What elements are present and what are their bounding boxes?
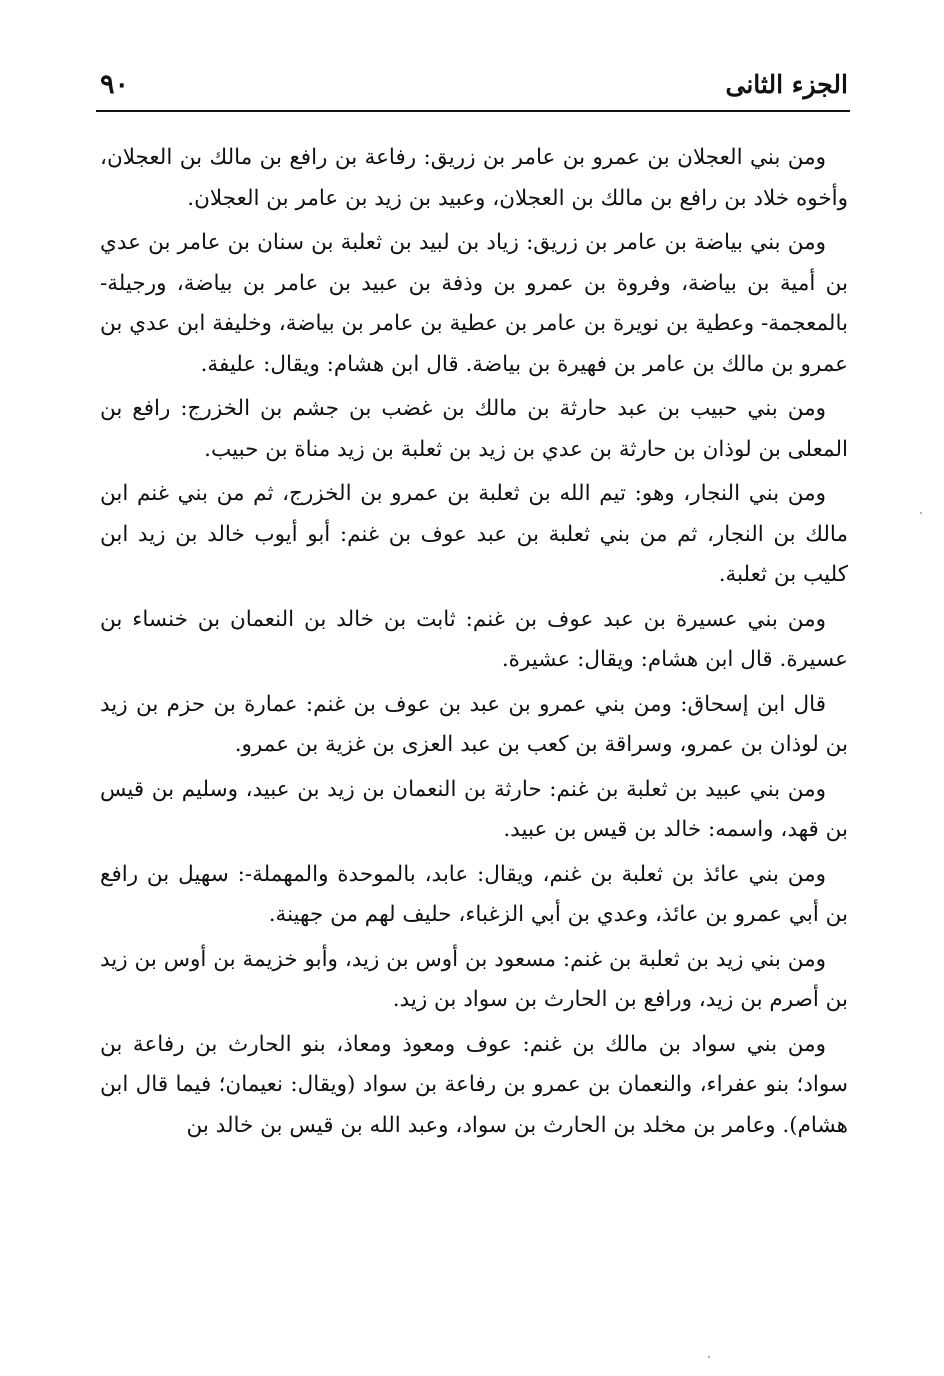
- running-title: الجزء الثانى: [725, 69, 848, 99]
- paragraph: ومن بني زيد بن ثعلبة بن غنم: مسعود بن أوس بن زيد، وأبو خزيمة بن أوس بن زيد بن أصرم بن زيد، ورافع بن الحارث بن سواد بن زيد.: [100, 946, 848, 1012]
- paragraph: ومن بني بياضة بن عامر بن زريق: زياد بن لبيد بن ثعلبة بن سنان بن عامر بن عدي بن أمية بن بياضة، وفروة بن عمرو بن وذفة بن عبيد بن عامر بن بياضة، ورجيلة- بالمعجمة- وعطية بن نويرة بن عامر بن عطية بن عامر بن بياضة، وخليفة ابن عدي بن عمرو بن مالك بن عامر بن فهيرة بن بياضة. قال ابن هشام: ويقال: عليفة.: [100, 230, 848, 377]
- body-text: [100, 138, 848, 1150]
- paragraph: ومن بني النجار، وهو: تيم الله بن ثعلبة بن عمرو بن الخزرج، ثم من بني غنم ابن مالك بن النجار، ثم من بني ثعلبة بن عبد عوف بن غنم: أبو أيوب خالد بن زيد ابن كليب بن ثعلبة.: [100, 481, 848, 587]
- paragraph: قال ابن إسحاق: ومن بني عمرو بن عبد بن عوف بن غنم: عمارة بن حزم بن زيد بن لوذان بن عمرو، وسراقة بن كعب بن عبد العزى بن غزية بن عمرو.: [100, 691, 848, 757]
- paragraph: ومن بني عبيد بن ثعلبة بن غنم: حارثة بن النعمان بن زيد بن عبيد، وسليم بن قيس بن قهد، واسمه: خالد بن قيس بن عبيد.: [100, 776, 848, 842]
- paragraph: ومن بني سواد بن مالك بن غنم: عوف ومعوذ ومعاذ، بنو الحارث بن رفاعة بن سواد؛ بنو عفراء، والنعمان بن عمرو بن رفاعة بن سواد (ويقال: نعيمان؛ فيما قال ابن هشام). وعامر بن مخلد بن الحارث بن سواد، وعبد الله بن قيس بن خالد بن: [100, 1031, 848, 1138]
- scan-speck: [708, 1356, 710, 1358]
- header-rule: [96, 110, 850, 112]
- page-header: [100, 62, 848, 106]
- paragraph: ومن بني عسيرة بن عبد عوف بن غنم: ثابت بن خالد بن النعمان بن خنساء بن عسيرة. قال ابن هشام: ويقال: عشيرة.: [100, 606, 848, 672]
- page-number: ٩٠: [100, 68, 130, 100]
- paragraph: ومن بني العجلان بن عمرو بن عامر بن زريق: رفاعة بن رافع بن مالك بن العجلان، وأخوه خلاد بن رافع بن مالك بن العجلان، وعبيد بن زيد بن عامر بن العجلان.: [100, 145, 848, 211]
- paragraph: ومن بني عائذ بن ثعلبة بن غنم، ويقال: عابد، بالموحدة والمهملة-: سهيل بن رافع بن أبي عمرو بن عائذ، وعدي بن أبي الزغباء، حليف لهم من جهينة.: [100, 861, 848, 927]
- scan-speck: [920, 512, 922, 514]
- paragraph: ومن بني حبيب بن عبد حارثة بن مالك بن غضب بن جشم بن الخزرج: رافع بن المعلى بن لوذان بن حارثة بن عدي بن زيد بن ثعلبة بن زيد مناة بن حبيب.: [100, 396, 848, 462]
